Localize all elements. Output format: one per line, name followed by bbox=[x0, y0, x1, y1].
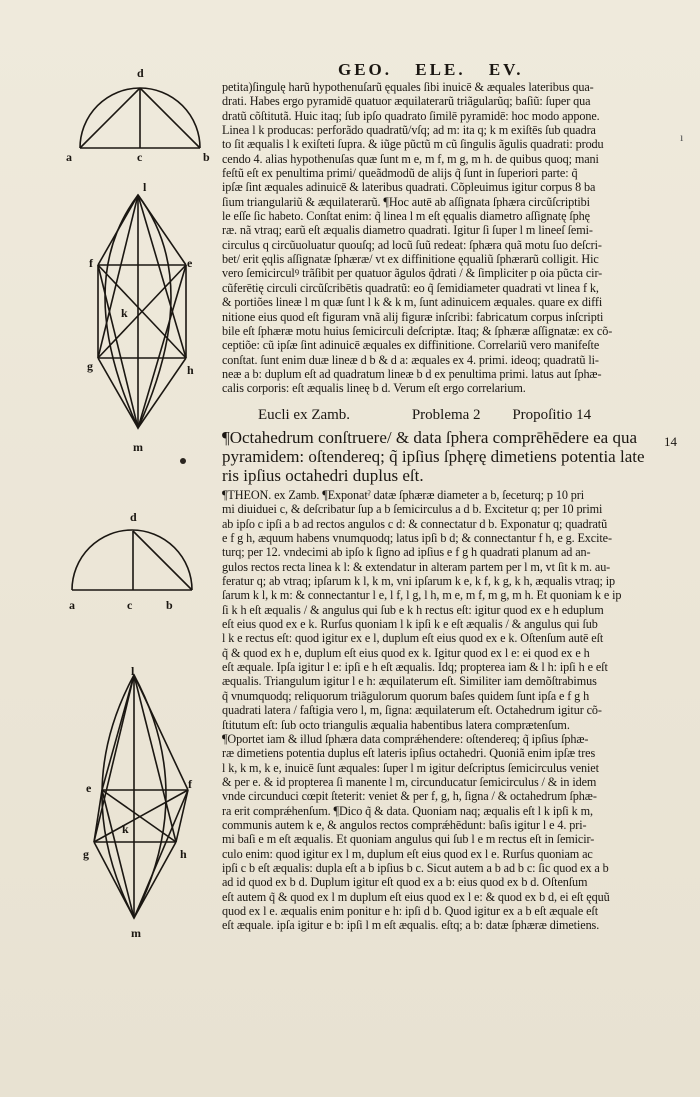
body-lines-line: eſt æquale. ipſa igitur e b: ipſi l m eſt æqualis. eſtq; a b: datæ ſphæræ dimetiens. bbox=[222, 918, 600, 933]
body-lines-line: culo enim: quod igitur ex l m, duplum eſt eius quod ex l e. Rurſus quoniam ac bbox=[222, 846, 593, 861]
body-lines-line: quod ex l e. æqualis enim ponitur e h: ipſi d b. Quod igitur ex a b eſt æquale eſt bbox=[222, 903, 598, 918]
top-lines-line: vero ſemicirculꝰ trãſibit per quatuor ãgulos q̃drati / & ſimpliciter p oia pũcta cir- bbox=[222, 266, 603, 281]
fig3-label-c: c bbox=[127, 598, 133, 612]
fig1-label-a: a bbox=[66, 150, 72, 164]
fig4-label-g: g bbox=[83, 847, 89, 861]
top-lines-line: conſtat. ſunt enim duæ lineæ d b & d a: æquales ex 4. primi. ideoq; quadratũ li- bbox=[222, 352, 599, 367]
fig2-label-m: m bbox=[133, 440, 143, 454]
margin-number: 14 bbox=[664, 434, 677, 449]
body-lines-line: l k, k m, k e, inuicē ſunt æquales: ſuper l m igitur deſcriptus ſemicirculus veniet bbox=[222, 760, 599, 775]
body-lines-line: æqualis. Triangulum igitur l e h: æquilaterum eſt. Similiter iam demõſtrabimus bbox=[222, 674, 597, 689]
body-lines-line: ¶THEON. ex Zamb. ¶Exponatˀ datæ ſphæræ diameter a b, ſeceturq; p 10 pri bbox=[222, 488, 585, 502]
running-header bbox=[338, 60, 540, 80]
body-lines-line: ra erit comprǽhenſum. ¶Dico q̃ & data. Quoniam naq; æqualis eſt l k ipſi k m, bbox=[222, 803, 593, 818]
body-lines-line: vnde circunduci cœpit ſteterit: veniet & per f, g, h, ſigna / & octahedrum ſphæ- bbox=[222, 789, 597, 804]
top-lines-line: petita)ſingulę harũ hypothenuſarũ ęquales ſibi inuicē & æquales lateribus qua- bbox=[222, 80, 594, 94]
fig1-label-b: b bbox=[203, 150, 210, 164]
top-lines-line: & portiões lineæ l m quæ ſunt l k & k m, ſunt adinuicem æquales. quare ex diffi bbox=[222, 295, 603, 310]
fig4-label-e: e bbox=[86, 781, 92, 795]
fig4-label-h: h bbox=[180, 847, 187, 861]
top-lines-line: feſtũ eſt ex penultima primi/ queãdmodũ de alijs q̃ ſunt in ſuperiori parte: q̃ bbox=[222, 166, 578, 181]
top-lines-line: nitione eius quod eſt figuram vnã alij figuræ inſcribi: fabricatum corpus inſcripti bbox=[222, 309, 604, 324]
big-lines-line: ¶Octahedrum conſtruere/ & data ſphera comprēhēdere ea qua bbox=[222, 428, 638, 447]
fig4-label-l: l bbox=[131, 664, 135, 678]
top-lines-line: Linea l k producas: perforãdo quadratũ/vſq; ad m: ita q; k m exiſtēs ſub quadra bbox=[222, 123, 596, 138]
header-word-ev: EV. bbox=[488, 60, 524, 79]
body-lines-line: turq; per 12. vndecimi ab ipſo k ſigno ad ipſius e f g h quadrati planum ad an- bbox=[222, 545, 591, 560]
top-lines-line: drati. Habes ergo pyramidē quatuor æquilaterarũ triãgularũq; baſiũ: ſuper qua bbox=[222, 94, 591, 109]
body-lines-line: eſt æquale. Ipſa igitur l e: ipſi e h eſt æqualis. Idq; propterea iam & l h: ipſi h e eſt bbox=[222, 660, 608, 675]
body-lines-line: quadrati latera / faſtigia vero l, m, ſigna: æquilaterum eſt. Octahedrum igitur cõ- bbox=[222, 703, 602, 718]
body-lines-line: ipſi c b eſt æqualis: dupla eſt a b ipſius b c. Sicut autem a b ad b c: ſic quod ex a b bbox=[222, 860, 609, 875]
top-lines-line: ipſæ ſint æquales adinuicē & lateribus quadrati. Cõpleuimus igitur corpus 8 ba bbox=[222, 180, 596, 195]
top-lines-line: neæ a b: duplum eſt ad quadratum lineæ b d ex penultima primi. latus aut ſphæ- bbox=[222, 366, 602, 381]
body-lines-line: mi baſi e m eſt æqualis. Et quoniam angulus qui ſub l e m rectus eſt in ſemicir- bbox=[222, 832, 595, 847]
fig1-label-c: c bbox=[137, 150, 143, 164]
body-lines-line: q̃ & quod ex h e, duplum eſt eius quod ex k. Igitur quod ex l e: ei quod ex e h bbox=[222, 645, 590, 660]
geometric-figures bbox=[0, 0, 230, 1097]
header-word-geo: GEO. bbox=[338, 60, 393, 79]
fig3-label-d: d bbox=[130, 510, 137, 524]
top-lines-line: dratũ cõſtitutã. Huic itaq; ſub ipſo quadrato ſimilē pyramidē: hoc modo appone. bbox=[222, 108, 600, 123]
body-lines-line: q̃ vnumquodq; reliquorum triãgulorum quorum baſes quidem ſunt ipſa e f g h bbox=[222, 688, 590, 703]
heading-problem: Problema 2 bbox=[411, 407, 481, 423]
big-lines-line: ris ipſius octahedri duplus eſt. bbox=[222, 466, 424, 485]
top-lines-line: le eſſe ſic habeto. Conſtat enim: q̃ linea l m eſt ęqualis diametro aſſignatę ſphę bbox=[222, 209, 590, 224]
body-lines-line: communis autem k e, & angulos rectos comprǽhēdunt: baſis igitur l e 4. pri- bbox=[222, 817, 587, 832]
header-word-ele: ELE. bbox=[415, 60, 466, 79]
top-lines-line: to ſit æqualis l k exiſteti ſupra. & iũge pũctũ m cũ ſingulis ãgulis quadrati: produ bbox=[222, 137, 604, 152]
fig2-label-h: h bbox=[187, 363, 194, 377]
body-lines-line: ad id quod ex b d. Duplum igitur eſt quod ex a b: eius quod ex b d. Oſtenſum bbox=[222, 875, 588, 890]
text-block-proof bbox=[222, 488, 662, 933]
fig2-label-e: e bbox=[187, 256, 193, 270]
top-lines-line: circulus q circũuoluatur quouſq; ad locũ ſuũ redeat: ſphæra quã motu ſuo deſcri- bbox=[222, 237, 602, 252]
fig4-label-m: m bbox=[131, 926, 141, 940]
top-lines-line: calis corporis: eſt æqualis lineę b d. Verum eſt ergo correlarium. bbox=[222, 381, 526, 396]
body-lines-line: eſt eius quod ex e k. Rurſus quoniam l k ipſi k e eſt æqualis / & angulus qui ſub bbox=[222, 617, 598, 632]
body-lines-line: e f g h, æquum habens vnumquodq; latus ipſi b d; & connectantur f h, e g. Excite- bbox=[222, 531, 612, 546]
top-lines-line: bet/ erit ęqlis aſſignatæ ſphæræ/ vt ex diffinitione ęqualiũ ſphærarũ colligit. Hic bbox=[222, 252, 599, 267]
fig4-label-k: k bbox=[122, 822, 129, 836]
top-lines-line: bile eſt ſphæræ motu huius ſemicirculi deſcriptæ. Itaq; & ſphæræ aſſignatæ: ex cõ- bbox=[222, 323, 613, 338]
fig2-label-f: f bbox=[89, 256, 93, 270]
big-lines-line: pyramidem: oſtendereq; q̃ ipſius ſphęrę dimetiens potentia late bbox=[222, 447, 645, 466]
top-lines-line: cendo 4. alias hypothenuſas quæ ſunt m e, m f, m g, m h. de quibus quoq; mani bbox=[222, 151, 599, 166]
body-lines-line: feratur q; ab vtraq; ipſarum k l, k m, vni ipſarum k e, k f, k g, k h, æqualis vtraq; ip bbox=[222, 574, 615, 589]
fig2-label-k: k bbox=[121, 306, 128, 320]
body-lines-line: eſt autem q̃ & quod ex l m duplum eſt eius quod ex l e: & quod ex b d, ei eſt ęquũ bbox=[222, 889, 610, 904]
top-lines-line: ſium triangulariũ & æquilaterarũ. ¶Hoc autē ab aſſignata ſphæra circũſcriptibi bbox=[222, 194, 590, 209]
fig3-label-b: b bbox=[166, 598, 173, 612]
fig2-label-g: g bbox=[87, 359, 93, 373]
ink-dot bbox=[180, 458, 186, 464]
body-lines-line: mi diuiduei c, & deſcribatur ſup a b ſemicirculus a d b. Excitetur q; per 10 primi bbox=[222, 502, 603, 517]
body-lines-line: ſtitutum eſt: ſub octo triangulis æqualia habentibus latera comprætenſum. bbox=[222, 717, 570, 732]
body-lines-line: ab ipſo c ipſi a b ad rectos angulos c d: & connectatur d b. Exponatur q; quadratũ bbox=[222, 516, 608, 531]
fig2-label-l: l bbox=[143, 180, 147, 194]
body-lines-line: gulos rectos recta linea k l: & extendatur in alteram partem per l m, vt ſit k m. au- bbox=[222, 559, 611, 574]
body-lines-line: ſi k h eſt æqualis / & angulus qui ſub e k h rectus eſt: igitur quod ex e h eduplum bbox=[222, 602, 604, 617]
fig4-label-f: f bbox=[188, 777, 192, 791]
fig1-label-d: d bbox=[137, 66, 144, 80]
heading-source: Eucli ex Zamb. bbox=[258, 407, 351, 423]
text-block-top bbox=[222, 80, 662, 396]
top-lines-line: ceptiõe: cũ ipſæ ſint adinuicē æquales ex diffinitione. Correlariũ vero manifeſte bbox=[222, 338, 600, 353]
heading-proposition: Propoſitio 14 bbox=[512, 407, 592, 423]
top-lines-line: ræ. nã vtraq; earũ eſt æqualis diametro quadrati. Igitur ſi ſuper l m lineeſ ſemi- bbox=[222, 223, 593, 238]
body-lines-line: & per e. & id propterea ſi manente l m, circunducatur ſemicirculus / & in idem bbox=[222, 774, 597, 789]
body-lines-line: ſarum k l, k m: & connectantur l e, l f, l g, l h, m e, m f, m g, m h. Et quoniam k e ip bbox=[222, 588, 622, 603]
fig3-label-a: a bbox=[69, 598, 75, 612]
body-lines-line: l k e rectus eſt: quod igitur ex e l, duplum eſt eius quod ex e k. Oſtenſum autē eſt bbox=[222, 631, 604, 646]
body-lines-line: ¶Oportet iam & illud ſphæra data comprǽhendere: oſtendereq; q̃ ipſius ſphæ- bbox=[222, 731, 589, 746]
margin-tick: ı bbox=[680, 130, 684, 144]
proposition-heading bbox=[258, 407, 591, 424]
top-lines-line: cũferētię circuli circũſcribētis quadratũ: eo q̃ ſemidiameter quadrati vt linea f k, bbox=[222, 280, 599, 295]
body-lines-line: ræ dimetiens potentia duplus eſt lateris ipſius octahedri. Quoniã enim ipſæ tres bbox=[222, 746, 596, 761]
enunciation bbox=[222, 428, 645, 485]
